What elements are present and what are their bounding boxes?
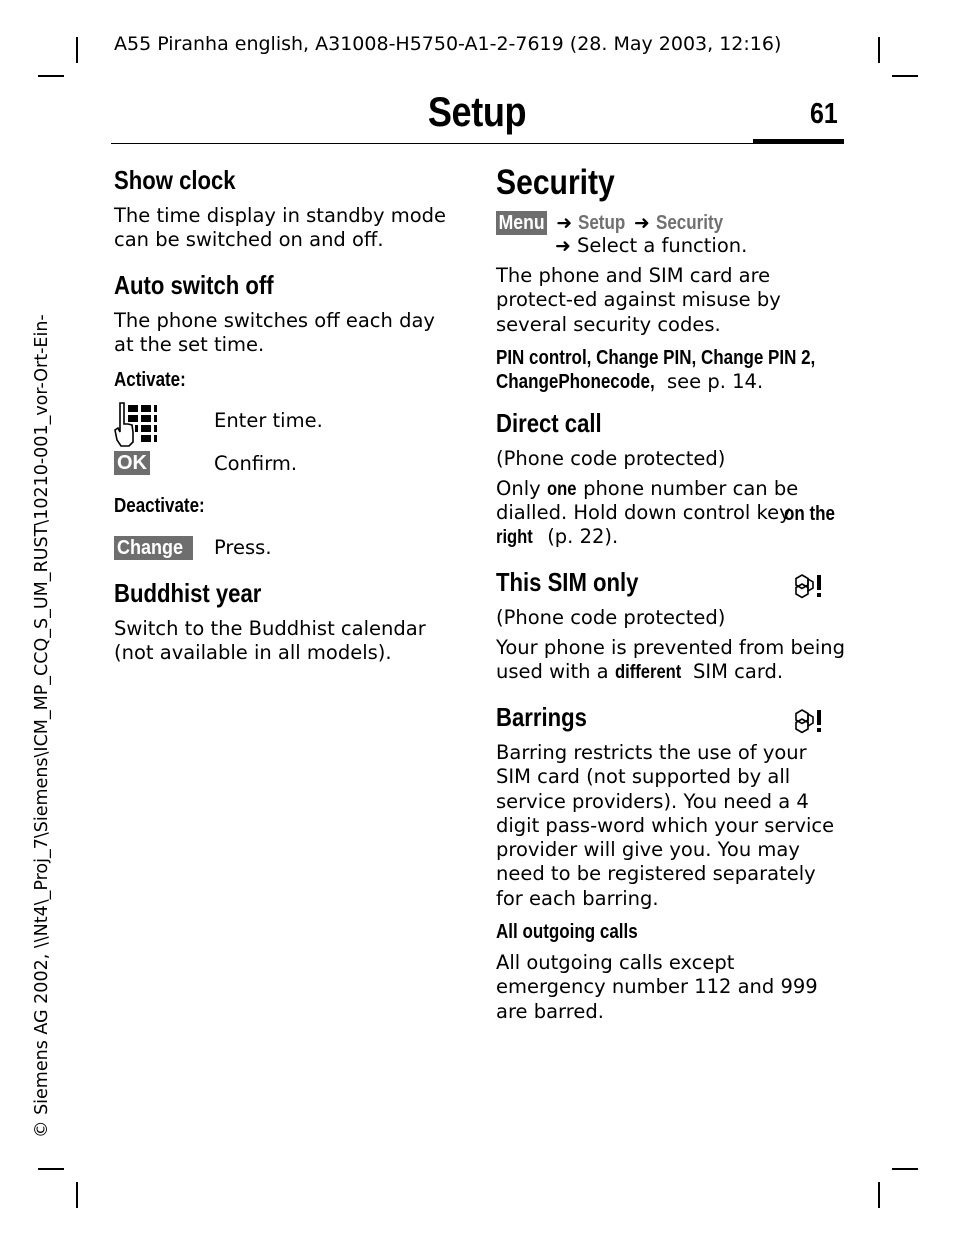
select-function-line bbox=[555, 234, 747, 257]
show-clock-text: The time display in standby mode can be switched on and off. bbox=[114, 204, 447, 252]
crop-mark bbox=[76, 1182, 78, 1208]
confirm-text: Confirm. bbox=[214, 452, 298, 475]
show-clock-heading: Show clock bbox=[114, 165, 236, 195]
emphasis-one: one bbox=[546, 478, 577, 500]
keypad-icon bbox=[114, 402, 158, 448]
auto-switch-off-heading: Auto switch off bbox=[114, 270, 274, 300]
text-run: phone number can be dialled. Hold down control key bbox=[496, 477, 799, 525]
direct-call-text-end: right (p. 22). bbox=[496, 525, 619, 548]
barrings-heading: Barrings bbox=[496, 702, 587, 732]
deactivate-label: Deactivate: bbox=[114, 495, 205, 517]
network-service-icon bbox=[792, 573, 824, 599]
text-run: (p. 22). bbox=[541, 525, 619, 548]
path-setup: Setup bbox=[578, 212, 626, 234]
activate-label: Activate: bbox=[114, 369, 186, 391]
crop-mark bbox=[892, 1168, 918, 1170]
this-sim-only-protected: (Phone code protected) bbox=[496, 606, 726, 629]
enter-time-text: Enter time. bbox=[214, 409, 323, 432]
crop-mark bbox=[878, 1182, 880, 1208]
see-page-text: see p. 14. bbox=[667, 370, 764, 393]
crop-mark bbox=[38, 75, 64, 77]
text-run: Only bbox=[496, 477, 547, 500]
crop-mark bbox=[38, 1168, 64, 1170]
menu-key[interactable]: Menu bbox=[496, 211, 547, 235]
text-run: SIM card. bbox=[686, 660, 784, 684]
auto-switch-off-text: The phone switches off each day at the set time. bbox=[114, 309, 435, 357]
barrings-text: Barring restricts the use of your SIM card (not supported by all service providers). You need a 4 digit pass-word which your service provider will give you. You may need to be registered separately for each barring. bbox=[496, 741, 835, 910]
crop-mark bbox=[878, 37, 880, 63]
side-copyright-text: © Siemens AG 2002, \\Nt4\_Proj_7\Siemens\ICM_MP_CCQ_S_UM_RUST\10210-001_vor-Ort-Ein- bbox=[32, 314, 52, 1138]
emphasis-different: different bbox=[614, 661, 682, 684]
path-security: Security bbox=[655, 212, 723, 234]
arrow-icon: ➜ bbox=[555, 235, 577, 257]
emphasis-on-the-right-line1: on the bbox=[784, 503, 835, 525]
crop-mark bbox=[76, 37, 78, 63]
page-number-bar bbox=[753, 139, 844, 144]
arrow-icon: ➜ bbox=[627, 212, 656, 234]
select-function-text: Select a function. bbox=[576, 234, 748, 257]
pin-functions-list: PIN control, Change PIN, Change PIN 2, ChangePhonecode, bbox=[496, 347, 816, 394]
change-key-label: Change bbox=[117, 537, 184, 559]
this-sim-only-text bbox=[496, 636, 846, 685]
page-number: 61 bbox=[810, 98, 838, 130]
direct-call-protected: (Phone code protected) bbox=[496, 447, 726, 470]
change-key[interactable] bbox=[114, 536, 193, 560]
crop-mark bbox=[892, 75, 918, 77]
ok-key[interactable]: OK bbox=[114, 451, 150, 475]
security-heading: Security bbox=[496, 163, 615, 202]
title-rule bbox=[111, 143, 844, 144]
security-text: The phone and SIM card are protect-ed against misuse by several security codes. bbox=[496, 264, 781, 336]
press-text: Press. bbox=[214, 536, 272, 559]
print-header-meta: A55 Piranha english, A31008-H5750-A1-2-7619 (28. May 2003, 12:16) bbox=[114, 33, 782, 55]
buddhist-year-heading: Buddhist year bbox=[114, 578, 262, 608]
page-title: Setup bbox=[427, 88, 527, 135]
direct-call-heading: Direct call bbox=[496, 408, 602, 438]
buddhist-year-text: Switch to the Buddhist calendar (not available in all models). bbox=[114, 617, 426, 665]
network-service-icon bbox=[792, 708, 824, 734]
all-outgoing-calls-heading: All outgoing calls bbox=[496, 921, 638, 943]
menu-path bbox=[496, 211, 735, 235]
all-outgoing-calls-text: All outgoing calls except emergency number 112 and 999 are barred. bbox=[496, 951, 818, 1023]
this-sim-only-heading: This SIM only bbox=[496, 567, 639, 597]
arrow-icon: ➜ bbox=[550, 212, 579, 234]
text-run: Your phone is prevented from being used with a bbox=[496, 636, 846, 684]
